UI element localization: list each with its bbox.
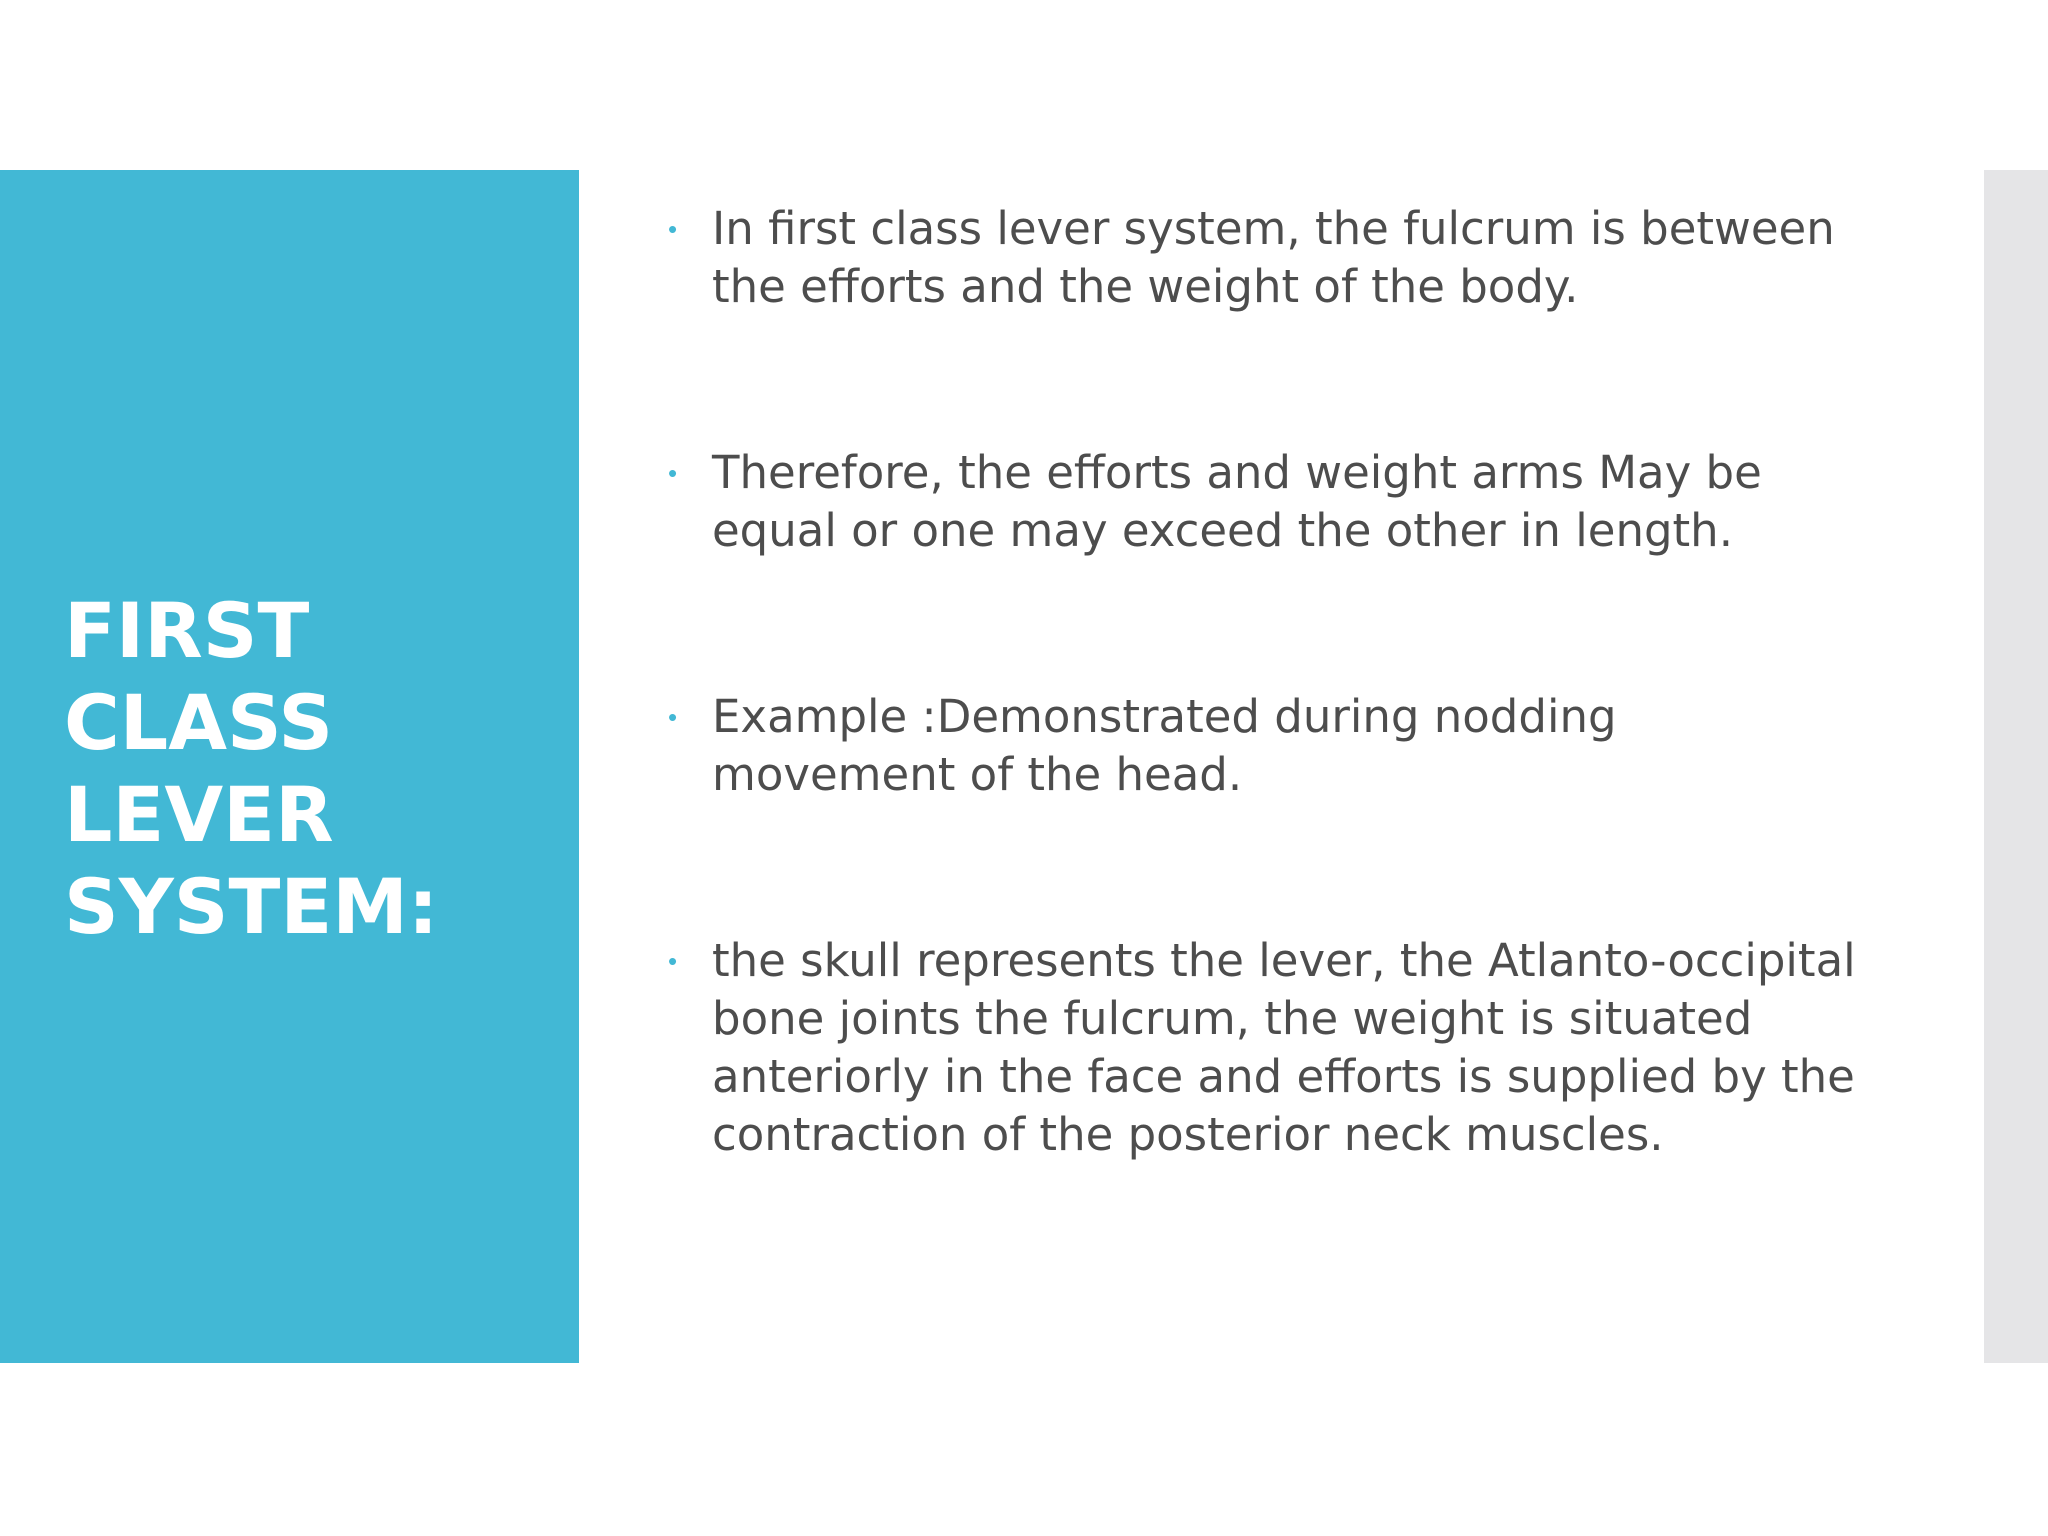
bullet-icon: • — [668, 946, 678, 976]
bullet-text: In first class lever system, the fulcrum is between the efforts and the weight of the body. — [712, 202, 1835, 313]
bullet-icon: • — [668, 458, 678, 488]
bullet-item — [668, 200, 1908, 316]
bullet-item — [668, 932, 1908, 1164]
bullet-item — [668, 688, 1908, 804]
bullet-text: the skull represents the lever, the Atlanto-occipital bone joints the fulcrum, the weight is situated anteriorly in the face and efforts is supplied by the contraction of the posterior neck muscles. — [712, 934, 1856, 1161]
slide-title: FIRST CLASS LEVER SYSTEM: — [64, 586, 439, 951]
bullet-text: Therefore, the efforts and weight arms May be equal or one may exceed the other in length. — [712, 446, 1762, 557]
bullet-text: Example :Demonstrated during nodding movement of the head. — [712, 690, 1617, 801]
bullet-icon: • — [668, 702, 678, 732]
bullet-item — [668, 444, 1908, 560]
bullet-icon: • — [668, 214, 678, 244]
side-accent-bar — [1984, 170, 2048, 1363]
